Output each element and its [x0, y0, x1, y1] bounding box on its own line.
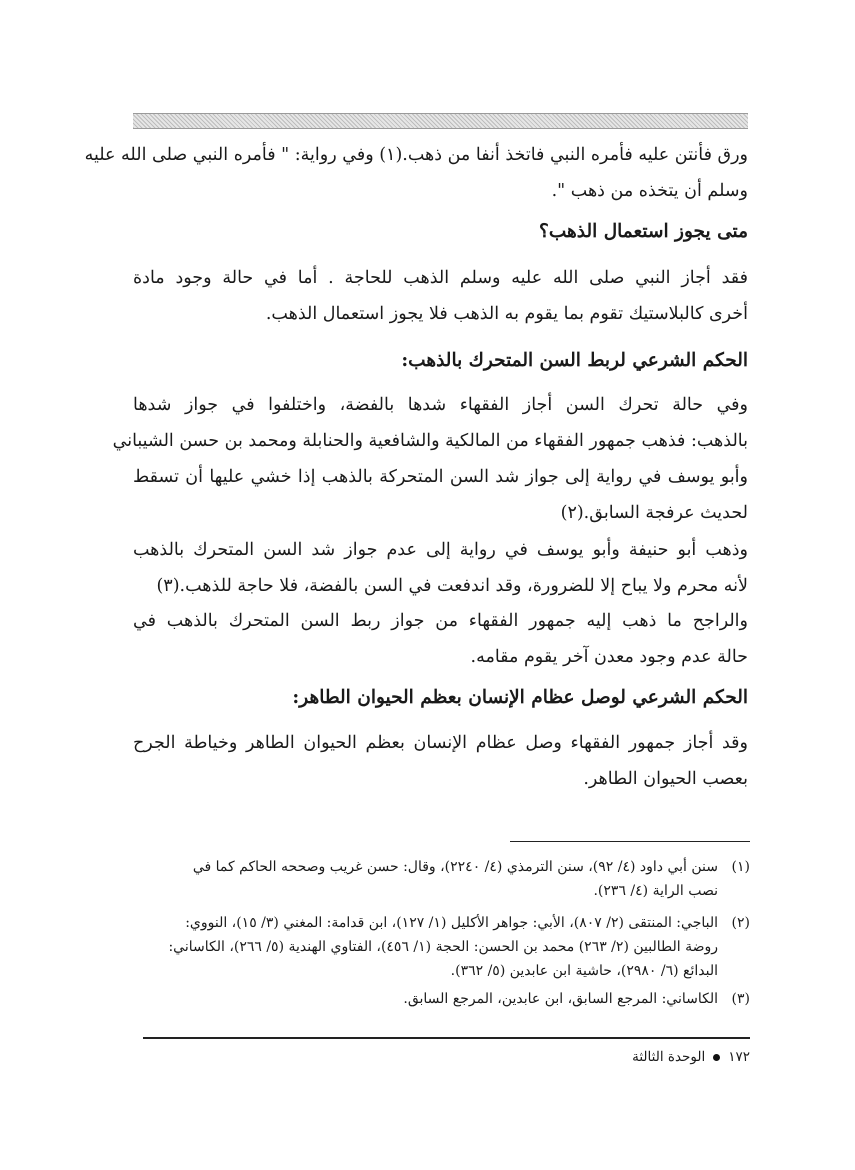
footnote-number: (٣) [731, 991, 750, 1007]
footnote-text: الكاساني: المرجع السابق، ابن عابدين، المرجع السابق. [403, 991, 718, 1007]
footnote-text: البدائع (٦/ ٢٩٨٠)، حاشية ابن عابدين (٥/ ٣٦٢). [450, 963, 718, 979]
section-heading-gold-use: متى يجوز استعمال الذهب؟ [539, 221, 748, 242]
footnote-number: (١) [731, 859, 750, 875]
footnote-3 [140, 987, 750, 1011]
text-line: وأبو يوسف في رواية إلى جواز شد السن المتحركة بالذهب إذا خشي عليها أن تسقط [133, 467, 748, 487]
text-line: لأنه محرم ولا يباح إلا للضرورة، وقد اندفعت في السن بالفضة، فلا حاجة للذهب.(٣) [156, 576, 748, 596]
footnote-1 [140, 855, 750, 903]
intro-paragraph [84, 137, 748, 209]
text-line: ورق فأنتن عليه فأمره النبي فاتخذ أنفا من ذهب.(١) وفي رواية: " فأمره النبي صلى الله عليه [84, 145, 748, 165]
page-footer [600, 1047, 750, 1067]
text-line: وذهب أبو حنيفة وأبو يوسف في رواية إلى عدم جواز شد السن المتحرك بالذهب [133, 540, 748, 560]
text-line: فقد أجاز النبي صلى الله عليه وسلم الذهب للحاجة . أما في حالة وجود مادة [133, 268, 748, 288]
paragraph-preferred-opinion [133, 603, 748, 675]
text-line: والراجح ما ذهب إليه جمهور الفقهاء من جواز ربط السن المتحرك بالذهب في [133, 611, 748, 631]
text-line: وسلم أن يتخذه من ذهب ". [551, 181, 748, 201]
text-line: بعصب الحيوان الطاهر. [583, 769, 748, 789]
text-line: وقد أجاز جمهور الفقهاء وصل عظام الإنسان بعظم الحيوان الطاهر وخياطة الجرح [133, 733, 748, 753]
section-heading-bone-grafting: الحكم الشرعي لوصل عظام الإنسان بعظم الحيوان الطاهر: [292, 687, 748, 708]
footnotes [140, 855, 750, 1011]
footnote-text: روضة الطالبين (٢/ ٢٦٣) محمد بن الحسن: الحجة (١/ ٤٥٦)، الفتاوي الهندية (٥/ ٢٦٦)، الكاساني: [168, 939, 718, 955]
bullet-icon [713, 1054, 720, 1061]
footer-rule [143, 1037, 750, 1039]
footnote-text: نصب الراية (٤/ ٢٣٦). [593, 883, 718, 899]
footnote-text: الباجي: المنتقى (٢/ ٨٠٧)، الأبي: جواهر الأكليل (١/ ١٢٧)، ابن قدامة: المغني (٣/ ١٥)، النووي: [185, 915, 718, 931]
section-heading-tooth-binding: الحكم الشرعي لربط السن المتحرك بالذهب: [401, 350, 748, 371]
text-line: حالة عدم وجود معدن آخر يقوم مقامه. [470, 647, 748, 667]
footnote-separator [510, 841, 750, 842]
footnote-number: (٢) [731, 915, 750, 931]
paragraph-gold-use [133, 260, 748, 332]
paragraph-bone-grafting [133, 725, 748, 797]
text-line: وفي حالة تحرك السن أجاز الفقهاء شدها بالفضة، واختلفوا في جواز شدها [133, 395, 748, 415]
top-decorative-band [133, 113, 748, 129]
footnote-text: سنن أبي داود (٤/ ٩٢)، سنن الترمذي (٤/ ٢٢٤٠)، وقال: حسن غريب وصححه الحاكم كما في [192, 859, 718, 875]
text-line: لحديث عرفجة السابق.(٢) [560, 503, 748, 523]
unit-label: الوحدة الثالثة [632, 1049, 706, 1065]
paragraph-abu-hanifa [133, 532, 748, 604]
paragraph-tooth-binding [112, 387, 748, 531]
text-line: بالذهب: فذهب جمهور الفقهاء من المالكية والشافعية والحنابلة ومحمد بن حسن الشيباني [112, 431, 748, 451]
text-line: أخرى كالبلاستيك تقوم بما يقوم به الذهب فلا يجوز استعمال الذهب. [265, 304, 748, 324]
page-number: ١٧٢ [728, 1049, 750, 1065]
footnote-2 [140, 911, 750, 983]
